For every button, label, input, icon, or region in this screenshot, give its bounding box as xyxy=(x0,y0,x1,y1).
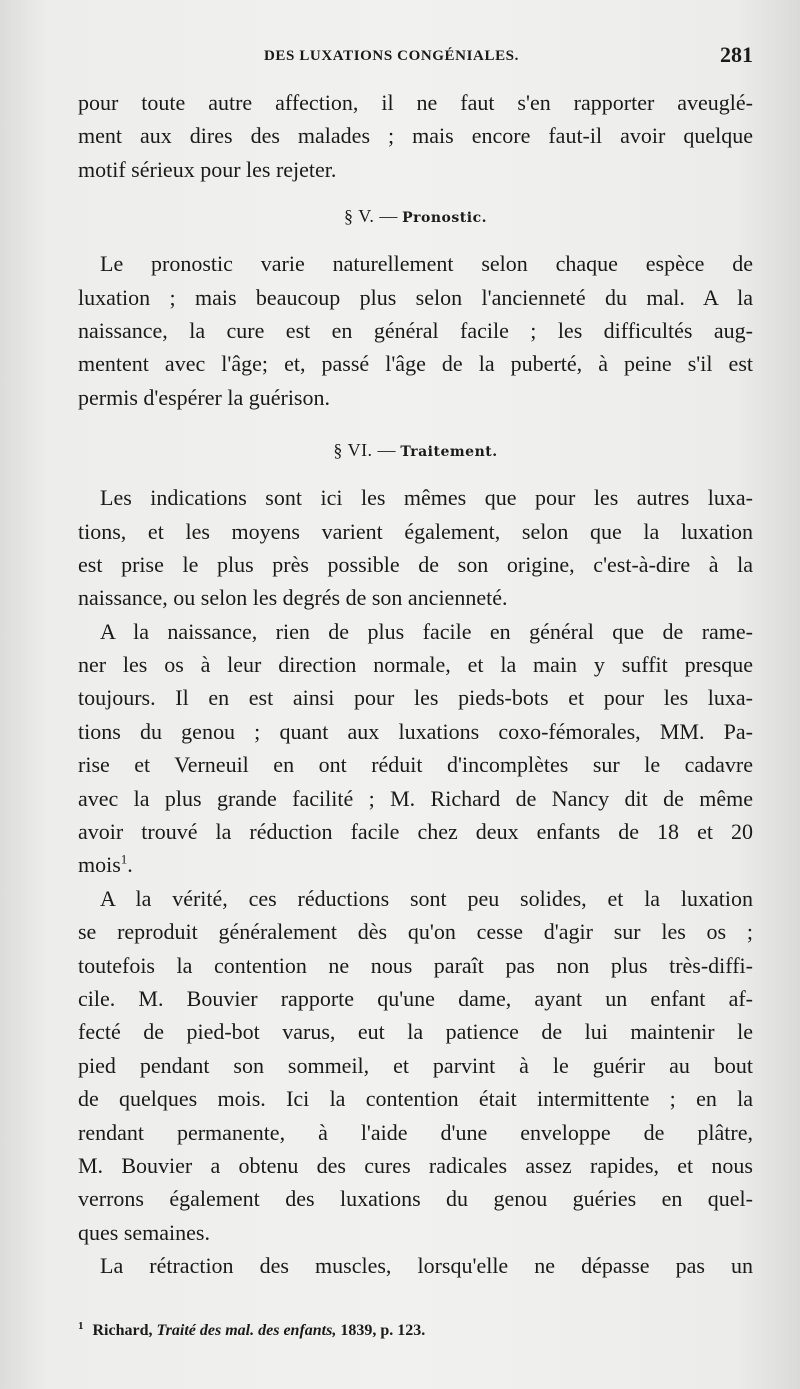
section-number: § V. — xyxy=(344,206,398,227)
text-line: rise et Verneuil en ont réduit d'incomplètes sur le cadavre xyxy=(78,752,753,778)
text-line: est prise le plus près possible de son origine, c'est-à-dire à la xyxy=(78,551,753,577)
text-line: cile. M. Bouvier rapporte qu'une dame, ayant un enfant af- xyxy=(78,985,753,1011)
traitement-paragraph-3 xyxy=(78,882,753,1249)
text-line: mentent avec l'âge; et, passé l'âge de la puberté, à peine s'il est xyxy=(78,351,753,377)
section-title: Traitement. xyxy=(400,444,498,461)
footnote-work: Traité des mal. des enfants, xyxy=(156,1322,337,1339)
traitement-paragraph-2 xyxy=(78,615,753,882)
text-line: motif sérieux pour les rejeter. xyxy=(78,156,337,182)
footnote xyxy=(78,1319,753,1340)
text-line: Les indications sont ici les mêmes que pour les autres luxa- xyxy=(100,485,753,511)
running-title: DES LUXATIONS CONGÉNIALES. xyxy=(264,48,519,64)
text-line: A la naissance, rien de plus facile en général que de rame- xyxy=(100,618,753,644)
text-line xyxy=(78,848,753,881)
text-line: tions du genou ; quant aux luxations coxo-fémorales, MM. Pa- xyxy=(78,718,753,744)
text-line: naissance, ou selon les degrés de son ancienneté. xyxy=(78,585,508,611)
section-heading-pronostic xyxy=(78,200,753,233)
text-line: M. Bouvier a obtenu des cures radicales assez rapides, et nous xyxy=(78,1152,753,1178)
section-title: Pronostic. xyxy=(402,210,487,227)
text-line: luxation ; mais beaucoup plus selon l'ancienneté du mal. A la xyxy=(78,284,753,310)
text-line: Le pronostic varie naturellement selon chaque espèce de xyxy=(100,251,753,277)
text-line: fecté de pied-bot varus, eut la patience de lui maintenir le xyxy=(78,1019,753,1045)
text-line: avec la plus grande facilité ; M. Richard de Nancy dit de même xyxy=(78,785,753,811)
text-line: se reproduit généralement dès qu'on cesse d'agir sur les os ; xyxy=(78,919,753,945)
text-line: ques semaines. xyxy=(78,1219,210,1245)
text-line: de quelques mois. Ici la contention était intermittente ; en la xyxy=(78,1086,753,1112)
text-line: avoir trouvé la réduction facile chez deux enfants de 18 et 20 xyxy=(78,819,753,845)
section-number: § VI. — xyxy=(333,440,397,461)
footnote-author: Richard, xyxy=(92,1322,153,1339)
text-line: permis d'espérer la guérison. xyxy=(78,384,330,410)
page-number: 281 xyxy=(720,42,753,67)
text-line: tions, et les moyens varient également, selon que la luxation xyxy=(78,518,753,544)
footnote-mark: 1 xyxy=(78,1319,84,1332)
text-line: ner les os à leur direction normale, et la main y suffit presque xyxy=(78,652,753,678)
section-heading-traitement xyxy=(78,434,753,467)
text-line: toujours. Il en est ainsi pour les pieds-bots et pour les luxa- xyxy=(78,685,753,711)
footnote-reference: 1 xyxy=(120,852,128,868)
text-line: ment aux dires des malades ; mais encore faut-il avoir quelque xyxy=(78,123,753,149)
pronostic-paragraph xyxy=(78,247,753,414)
text-line: naissance, la cure est en général facile ; les difficultés aug- xyxy=(78,317,753,343)
traitement-paragraph-4 xyxy=(78,1249,753,1282)
text-line: A la vérité, ces réductions sont peu solides, et la luxation xyxy=(100,885,753,911)
text-line: toutefois la contention ne nous paraît pas non plus très-diffi- xyxy=(78,952,753,978)
intro-paragraph xyxy=(78,86,753,186)
text-line: pied pendant son sommeil, et parvint à le guérir au bout xyxy=(78,1052,753,1078)
running-head xyxy=(78,44,753,74)
text-line: pour toute autre affection, il ne faut s'en rapporter aveuglé- xyxy=(78,90,753,115)
text-fragment: . xyxy=(127,852,133,878)
text-fragment: mois xyxy=(78,852,121,878)
text-line: La rétraction des muscles, lorsqu'elle ne dépasse pas un xyxy=(100,1253,753,1279)
footnote-details: 1839, p. 123. xyxy=(340,1322,426,1339)
text-line: rendant permanente, à l'aide d'une enveloppe de plâtre, xyxy=(78,1119,753,1145)
page-body xyxy=(78,86,753,1283)
traitement-paragraph-1 xyxy=(78,481,753,615)
text-line: verrons également des luxations du genou guéries en quel- xyxy=(78,1186,753,1212)
